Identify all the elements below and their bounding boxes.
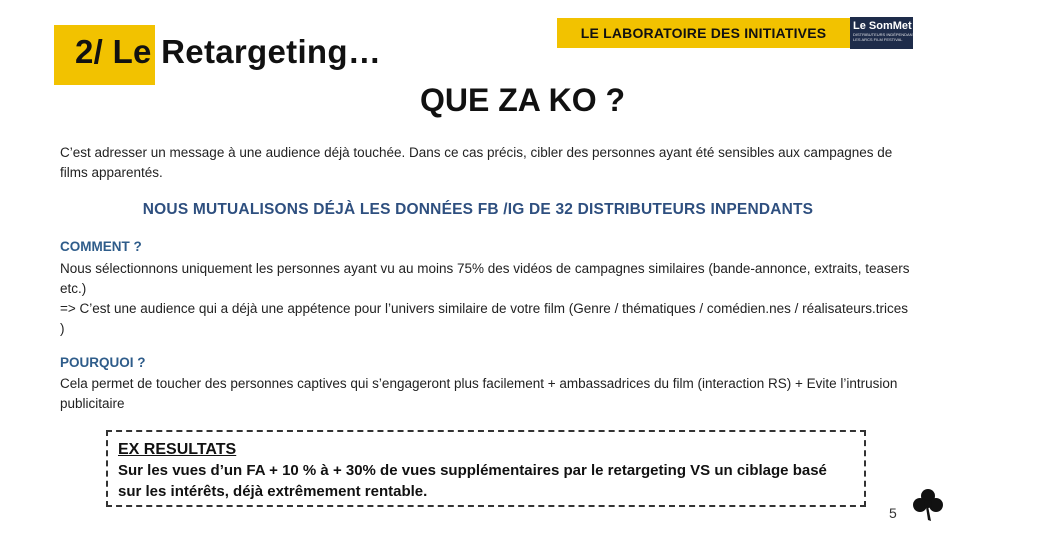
comment-heading: COMMENT ? [60,239,142,254]
page-number: 5 [889,505,897,521]
clover-icon [912,488,944,522]
comment-text: Nous sélectionnons uniquement les personnes ayant vu au moins 75% des vidéos de campagnes similaires (bande-annonce, extraits, teasers etc.) [60,261,910,296]
highlight-statement: NOUS MUTUALISONS DÉJÀ LES DONNÉES FB /IG DE 32 DISTRIBUTEURS INPENDANTS [142,201,814,218]
results-box [106,430,866,507]
slide-subtitle: QUE ZA KO ? [419,82,626,118]
comment-note: => C’est une audience qui a déjà une appétence pour l’univers similaire de votre film (Genre / thématiques / comédien.nes / réalisateurs.trices ) [60,301,908,336]
logo-tagline: DISTRIBUTEURS INDÉPENDANTS [853,32,918,37]
logo-festival: LES ARCS FILM FESTIVAL [853,37,903,42]
banner-label: LE LABORATOIRE DES INITIATIVES [580,25,827,41]
results-text: Sur les vues d’un FA + 10 % à + 30% de vues supplémentaires par le retargeting VS un ciblage basé sur les intérêts, déjà extrêmement rentable. [118,462,827,500]
header-banner [557,18,850,48]
comment-section [60,259,910,339]
results-title: EX RESULTATS [118,441,237,458]
logo-name: Le SomMet [853,20,912,32]
pourquoi-heading: POURQUOI ? [60,355,146,370]
pourquoi-text: Cela permet de toucher des personnes captives qui s’engageront plus facilement + ambassadrices du film (interaction RS) + Evite l’intrusion publicitaire [60,376,898,411]
intro-paragraph: C’est adresser un message à une audience déjà touchée. Dans ce cas précis, cibler des personnes ayant été sensibles aux campagnes de films apparentés. [60,145,893,180]
sommet-logo [850,17,918,49]
slide-title: 2/ Le Retargeting… [75,33,382,70]
